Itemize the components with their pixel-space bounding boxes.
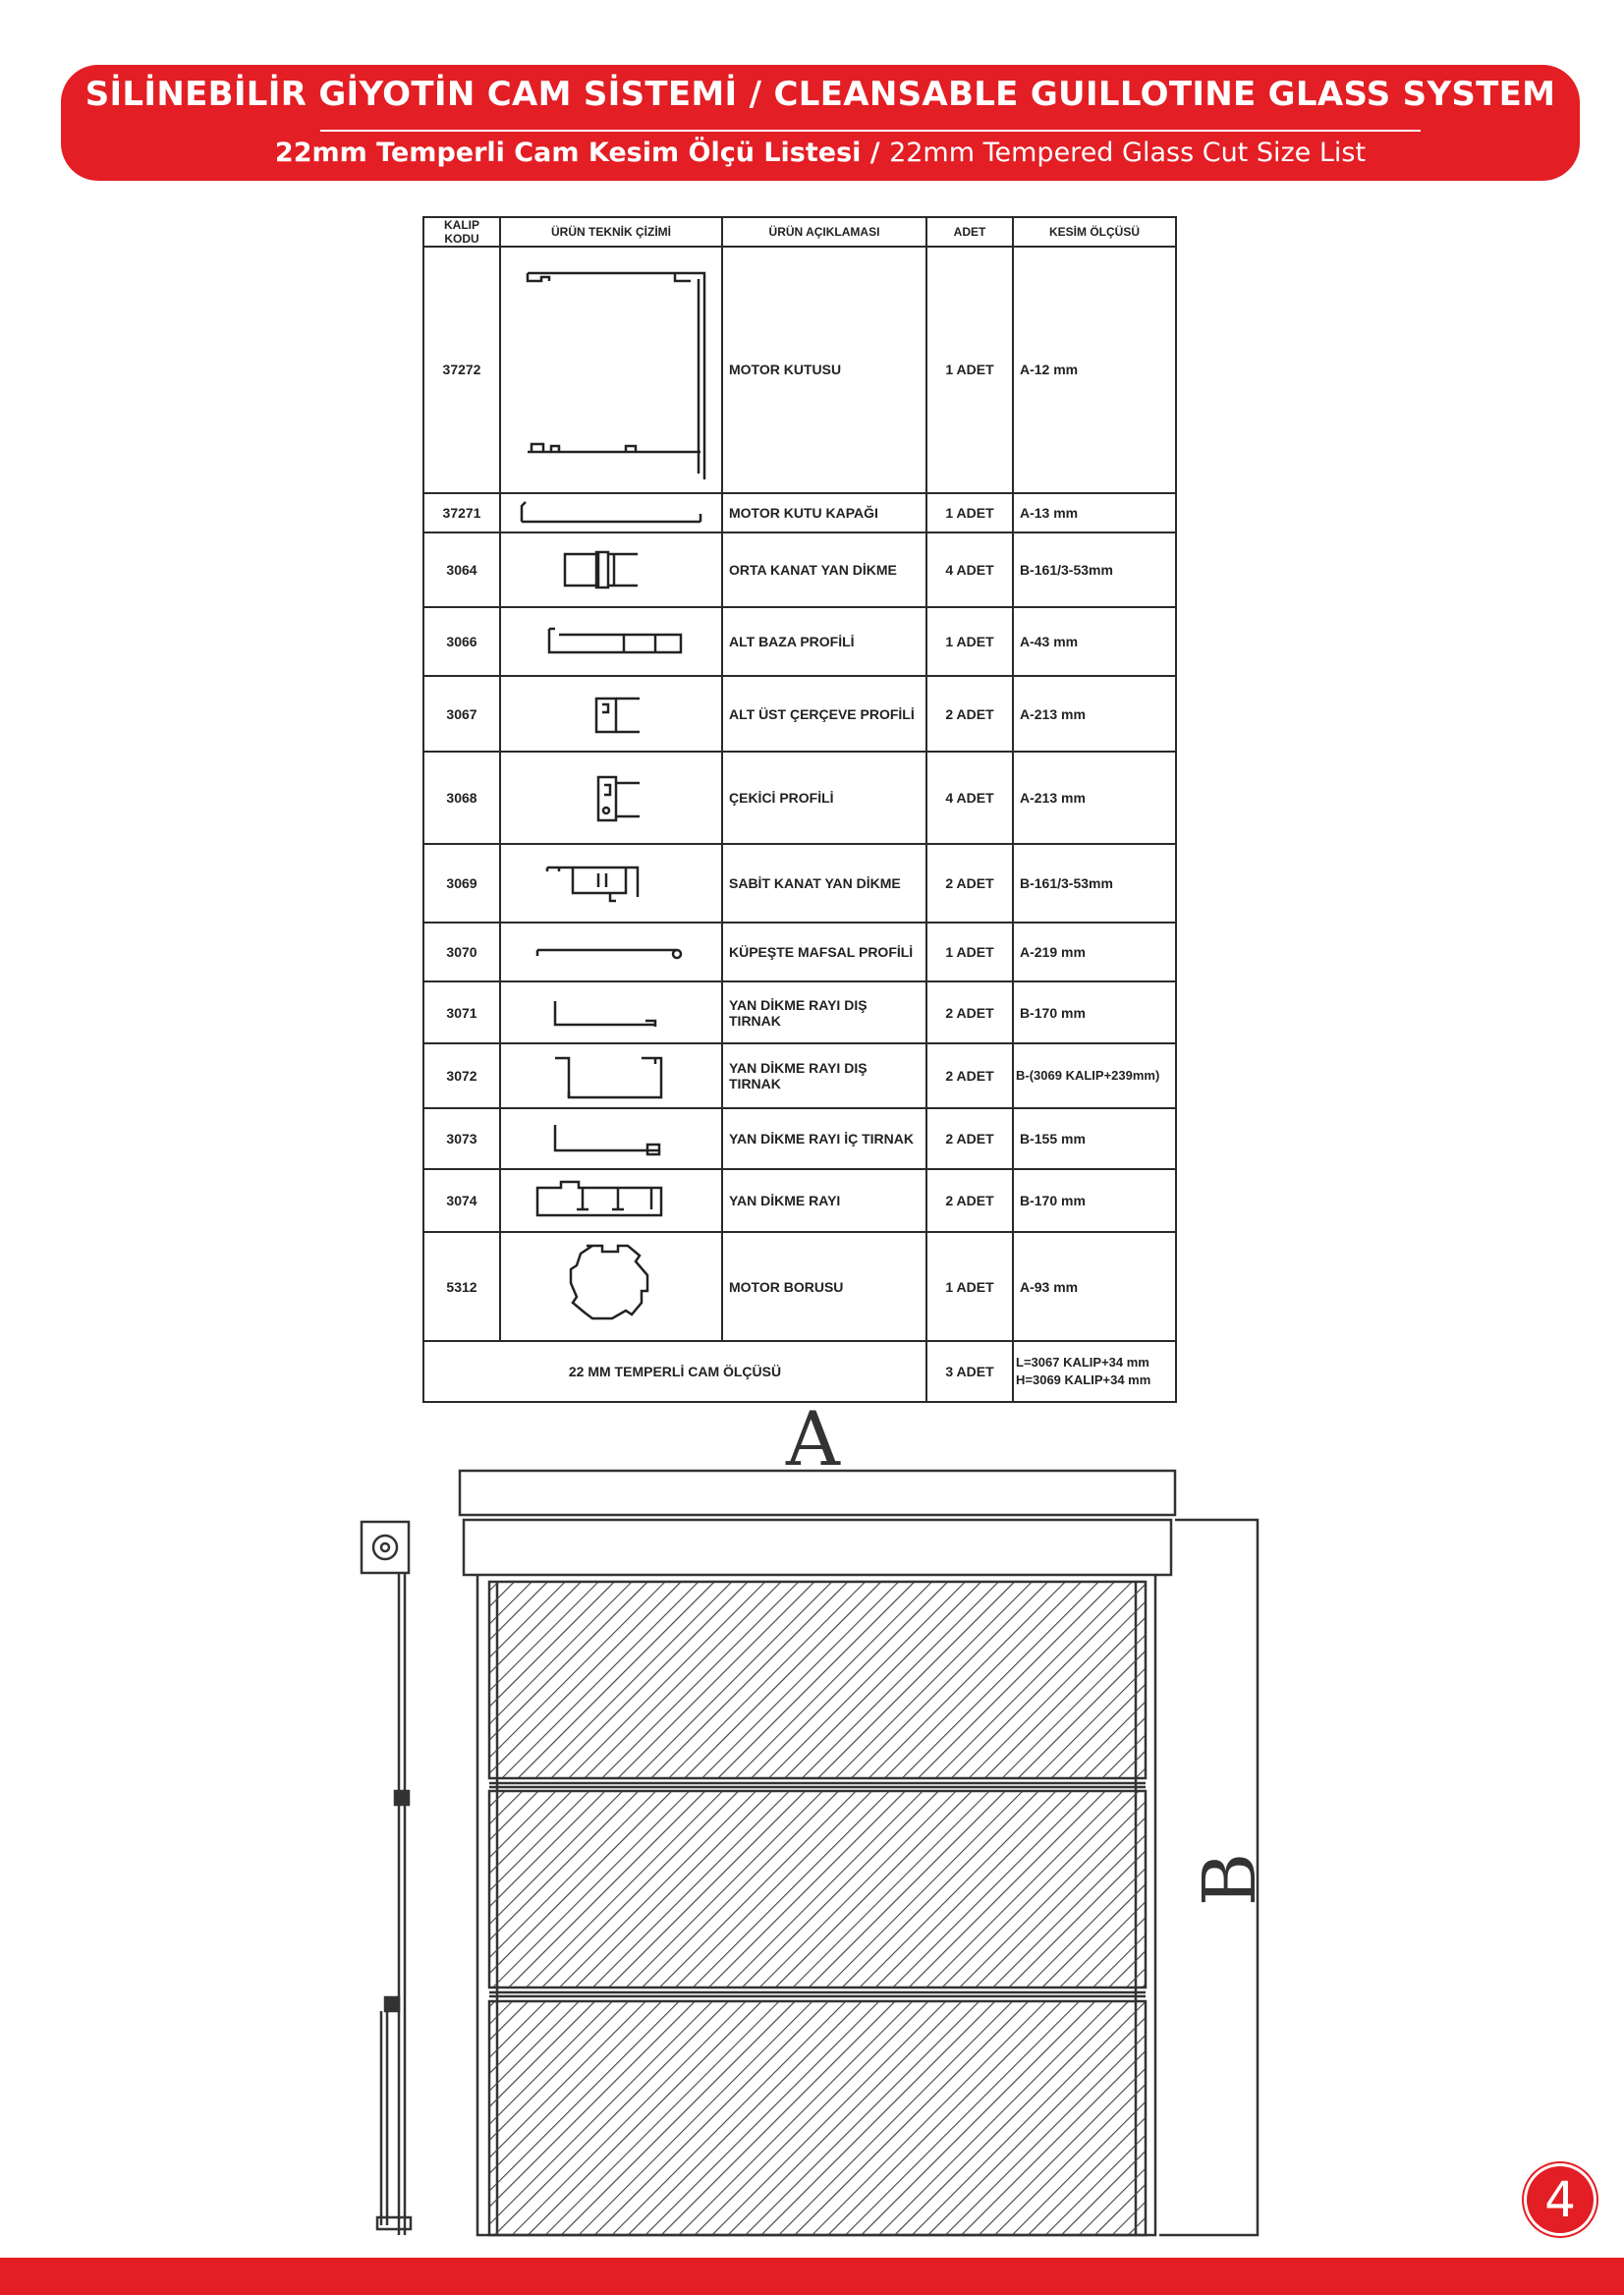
part-quantity: 2 ADET	[926, 981, 1013, 1042]
glass-panel-top	[489, 1582, 1146, 1778]
parts-table	[422, 216, 1177, 1403]
part-cut-size: A-93 mm	[1013, 1232, 1176, 1340]
part-code: 3069	[423, 844, 500, 923]
page-header	[61, 65, 1580, 181]
table-row	[423, 676, 1176, 751]
side-rail-inner-drawing-icon	[500, 1108, 722, 1169]
side-section-rail	[399, 1573, 405, 2235]
page-subtitle	[61, 138, 1580, 168]
table-row	[423, 247, 1176, 493]
part-cut-size: A-219 mm	[1013, 923, 1176, 981]
motor-box-drawing-icon	[500, 247, 722, 493]
column-header: ADET	[926, 217, 1013, 247]
part-quantity: 2 ADET	[926, 844, 1013, 923]
column-header: ÜRÜN TEKNİK ÇİZİMİ	[500, 217, 722, 247]
middle-sash-post-drawing-icon	[500, 532, 722, 607]
glass-size-label: 22 MM TEMPERLİ CAM ÖLÇÜSÜ	[423, 1341, 926, 1402]
part-quantity: 2 ADET	[926, 1108, 1013, 1169]
part-code: 3072	[423, 1043, 500, 1108]
part-quantity: 1 ADET	[926, 923, 1013, 981]
part-code: 3070	[423, 923, 500, 981]
part-code: 3068	[423, 752, 500, 844]
table-row	[423, 1232, 1176, 1340]
part-description: MOTOR KUTU KAPAĞI	[722, 493, 926, 532]
table-row	[423, 1169, 1176, 1232]
part-cut-size: B-(3069 KALIP+239mm)	[1013, 1043, 1176, 1108]
part-description: YAN DİKME RAYI DIŞ TIRNAK	[722, 981, 926, 1042]
part-cut-size: A-13 mm	[1013, 493, 1176, 532]
side-rail-drawing-icon	[500, 1169, 722, 1232]
part-code: 3071	[423, 981, 500, 1042]
subtitle-turkish: 22mm Temperli Cam Kesim Ölçü Listesi	[274, 138, 862, 168]
glass-cut-height: H=3069 KALIP+34 mm	[1016, 1371, 1151, 1387]
handrail-hinge-profile-drawing-icon	[500, 923, 722, 981]
part-description: MOTOR BORUSU	[722, 1232, 926, 1340]
part-cut-size: B-155 mm	[1013, 1108, 1176, 1169]
part-cut-size: B-170 mm	[1013, 1169, 1176, 1232]
part-cut-size: B-161/3-53mm	[1013, 532, 1176, 607]
side-rail-outer-drawing-icon	[500, 981, 722, 1042]
part-description: ALT ÜST ÇERÇEVE PROFİLİ	[722, 676, 926, 751]
side-section-motor-tube	[373, 1536, 397, 1559]
part-code: 3073	[423, 1108, 500, 1169]
table-row	[423, 923, 1176, 981]
part-code: 37271	[423, 493, 500, 532]
table-row	[423, 532, 1176, 607]
part-quantity: 1 ADET	[926, 1232, 1013, 1340]
puller-profile-drawing-icon	[500, 752, 722, 844]
motor-box-cover-outline	[464, 1520, 1171, 1575]
subtitle-separator: /	[861, 138, 890, 168]
column-header: KESİM ÖLÇÜSÜ	[1013, 217, 1176, 247]
part-cut-size: A-213 mm	[1013, 752, 1176, 844]
glass-panel-middle	[489, 1791, 1146, 1987]
header-divider	[320, 130, 1421, 132]
part-code: 3066	[423, 607, 500, 676]
glass-cut-size	[1013, 1341, 1176, 1402]
table-row	[423, 1108, 1176, 1169]
table-footer-row	[423, 1341, 1176, 1402]
part-code: 5312	[423, 1232, 500, 1340]
table-row	[423, 752, 1176, 844]
table-header-row	[423, 217, 1176, 247]
motor-tube-drawing-icon	[500, 1232, 722, 1340]
table-row	[423, 493, 1176, 532]
part-description: ALT BAZA PROFİLİ	[722, 607, 926, 676]
column-header: KALIP KODU	[423, 217, 500, 247]
part-description: MOTOR KUTUSU	[722, 247, 926, 493]
part-description: SABİT KANAT YAN DİKME	[722, 844, 926, 923]
part-quantity: 4 ADET	[926, 532, 1013, 607]
motor-box-outline	[460, 1471, 1175, 1515]
dimension-line-b	[1159, 1520, 1258, 2235]
part-cut-size: B-170 mm	[1013, 981, 1176, 1042]
glass-panel-bottom	[489, 2001, 1146, 2235]
column-header: ÜRÜN AÇIKLAMASI	[722, 217, 926, 247]
page-number: 4	[1527, 2166, 1594, 2233]
table-row	[423, 981, 1176, 1042]
part-cut-size: B-161/3-53mm	[1013, 844, 1176, 923]
part-cut-size: A-12 mm	[1013, 247, 1176, 493]
part-cut-size: A-43 mm	[1013, 607, 1176, 676]
part-quantity: 4 ADET	[926, 752, 1013, 844]
dimension-label-a: A	[786, 1395, 840, 1483]
part-code: 37272	[423, 247, 500, 493]
page-title: SİLİNEBİLİR GİYOTİN CAM SİSTEMİ / CLEANSABLE GUILLOTINE GLASS SYSTEM	[84, 75, 1556, 114]
motor-box-cover-drawing-icon	[500, 493, 722, 532]
side-section-motor-box	[362, 1522, 409, 1573]
part-quantity: 2 ADET	[926, 1043, 1013, 1108]
table-row	[423, 607, 1176, 676]
fixed-sash-post-drawing-icon	[500, 844, 722, 923]
part-quantity: 1 ADET	[926, 493, 1013, 532]
part-description: ÇEKİCİ PROFİLİ	[722, 752, 926, 844]
frame-profile-drawing-icon	[500, 676, 722, 751]
dimension-label-b: B	[1188, 1852, 1272, 1907]
part-code: 3064	[423, 532, 500, 607]
bottom-base-profile-drawing-icon	[500, 607, 722, 676]
front-elevation-drawing	[354, 1459, 1267, 2245]
table-row	[423, 844, 1176, 923]
part-quantity: 1 ADET	[926, 607, 1013, 676]
part-description: YAN DİKME RAYI İÇ TIRNAK	[722, 1108, 926, 1169]
footer-bar	[0, 2258, 1624, 2295]
part-cut-size: A-213 mm	[1013, 676, 1176, 751]
part-code: 3074	[423, 1169, 500, 1232]
glass-cut-length: L=3067 KALIP+34 mm	[1016, 1354, 1149, 1370]
part-quantity: 1 ADET	[926, 247, 1013, 493]
table-row	[423, 1043, 1176, 1108]
side-rail-outer-2-drawing-icon	[500, 1043, 722, 1108]
part-description: ORTA KANAT YAN DİKME	[722, 532, 926, 607]
part-quantity: 2 ADET	[926, 676, 1013, 751]
part-description: YAN DİKME RAYI	[722, 1169, 926, 1232]
part-description: YAN DİKME RAYI DIŞ TIRNAK	[722, 1043, 926, 1108]
subtitle-english: 22mm Tempered Glass Cut Size List	[889, 138, 1367, 168]
part-quantity: 2 ADET	[926, 1169, 1013, 1232]
part-code: 3067	[423, 676, 500, 751]
glass-quantity: 3 ADET	[926, 1341, 1013, 1402]
part-description: KÜPEŞTE MAFSAL PROFİLİ	[722, 923, 926, 981]
